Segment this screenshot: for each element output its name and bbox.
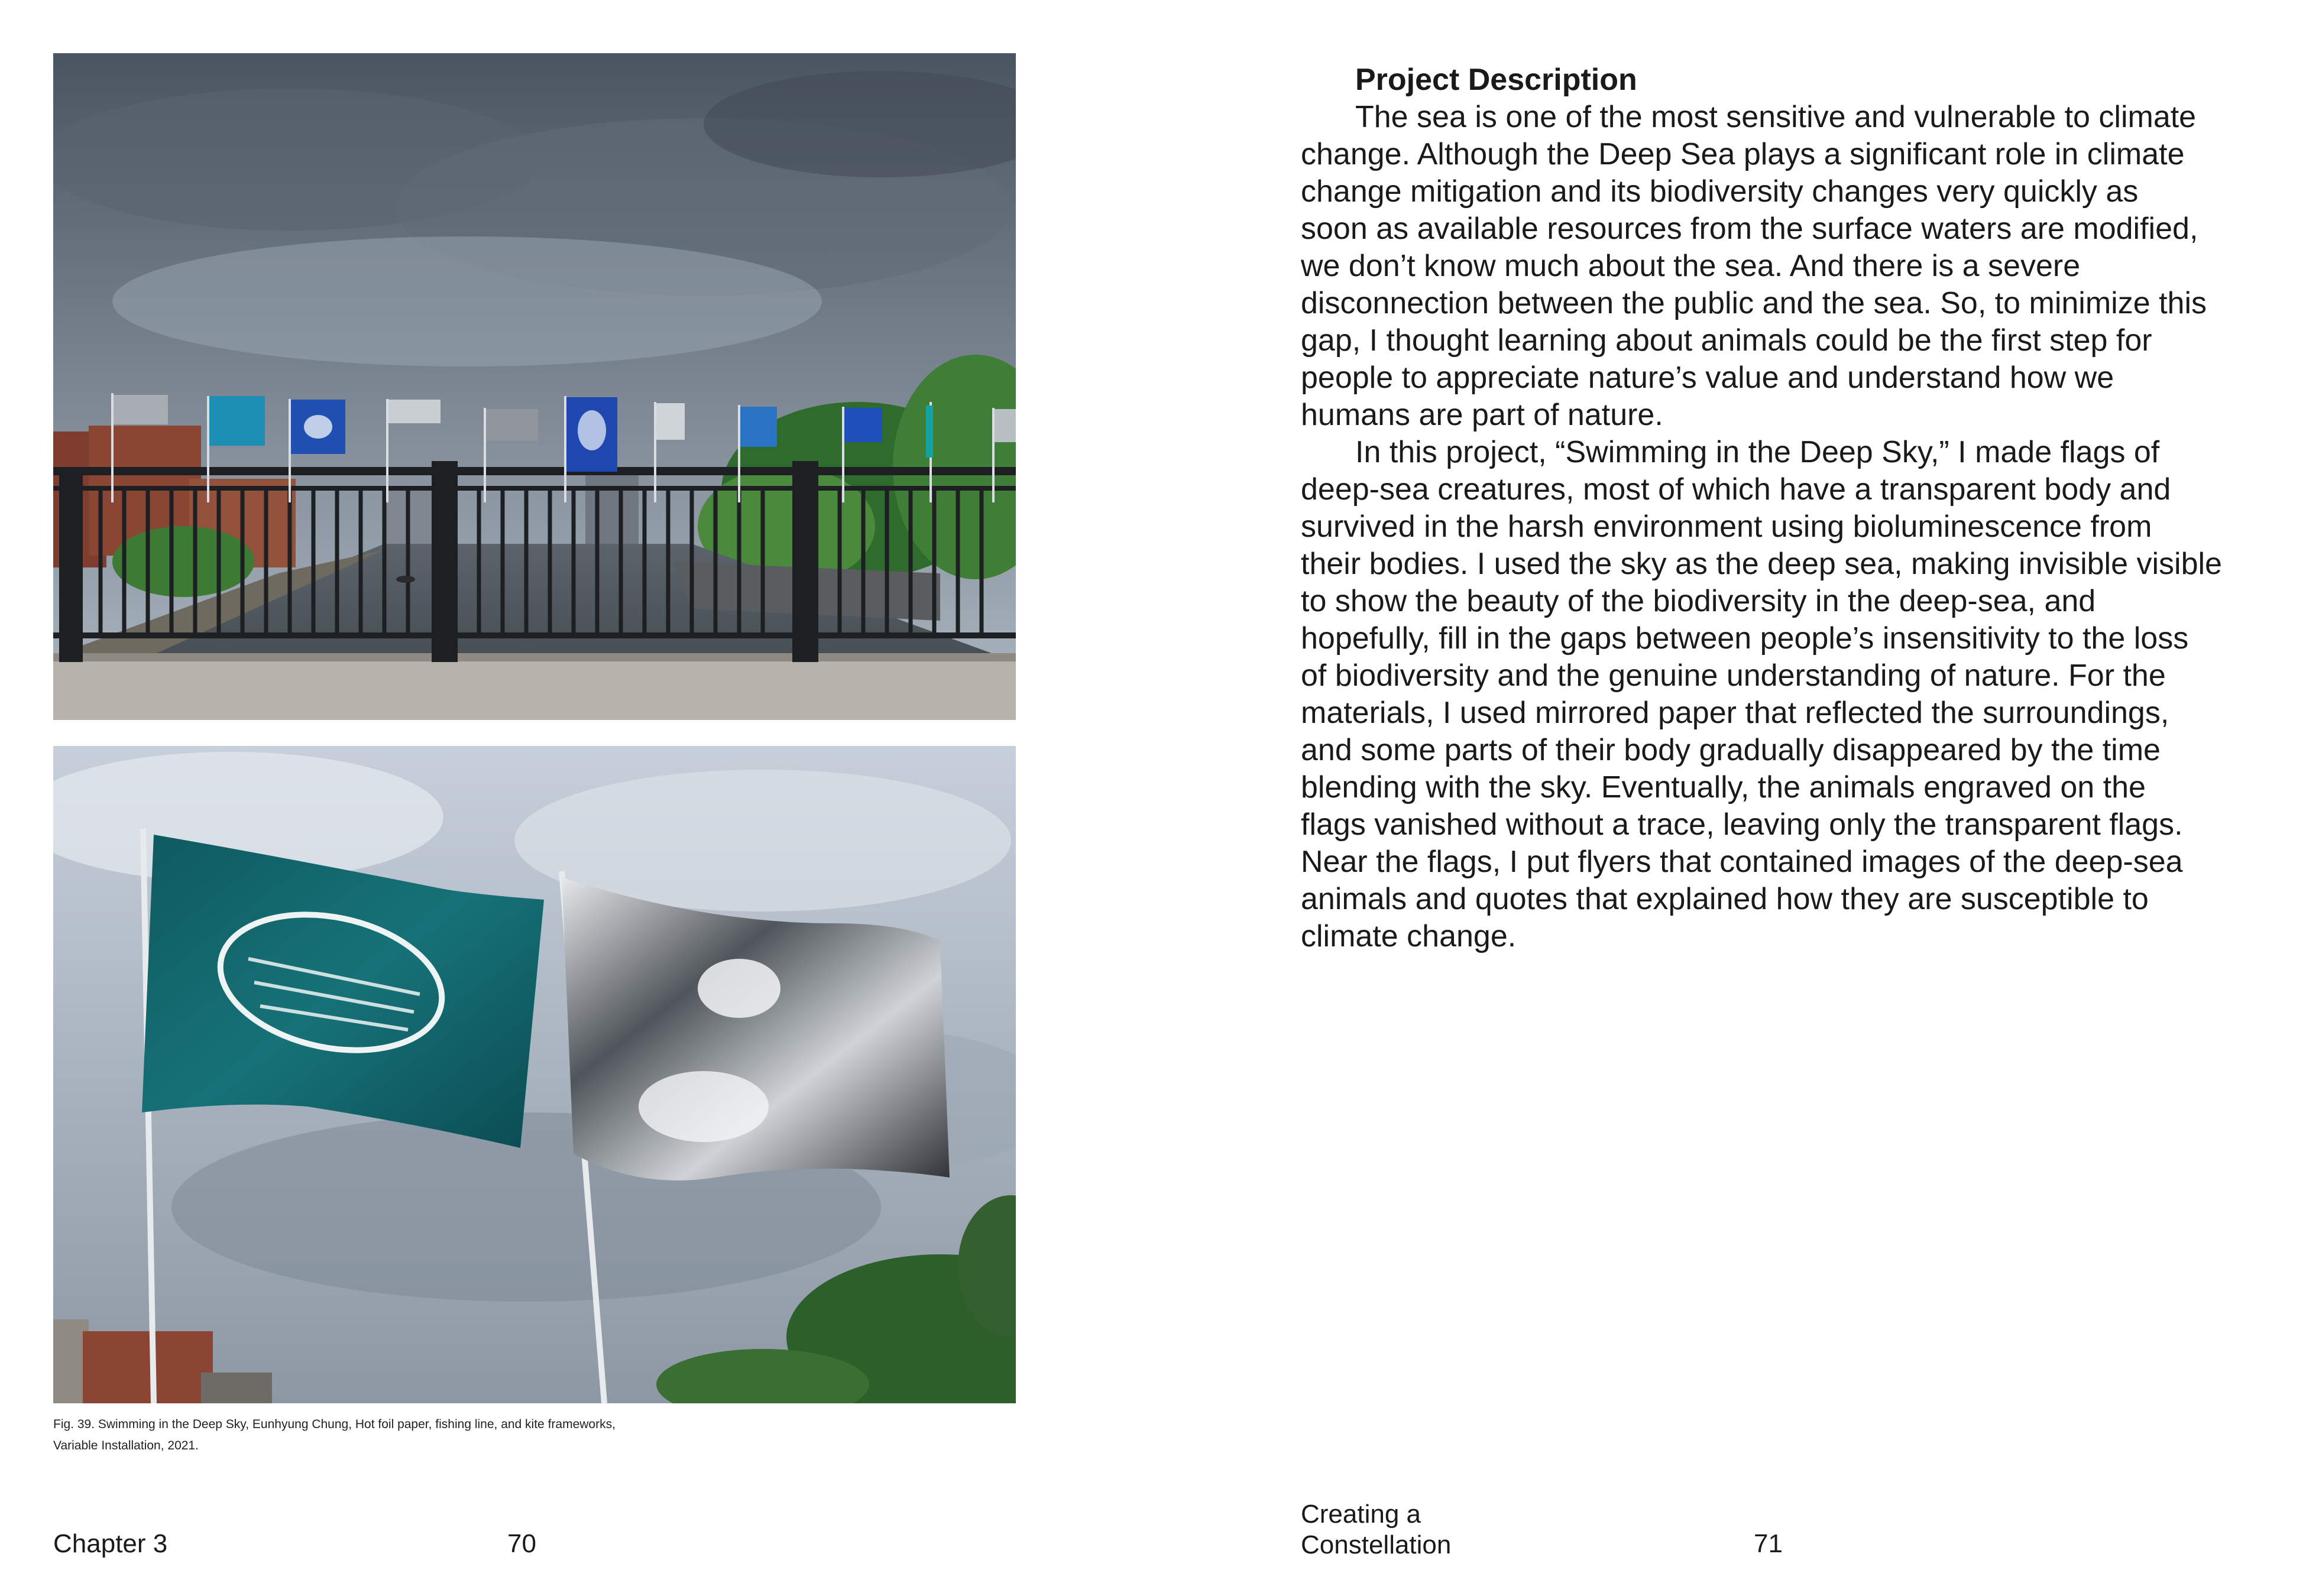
body-line: climate change. [1301, 919, 1517, 953]
body-line: disconnection between the public and the sea. So, to minimize this [1301, 286, 2207, 320]
body-line: of biodiversity and the genuine understanding of nature. For the [1301, 658, 2166, 693]
section-label [1301, 1499, 1451, 1561]
body-line: change mitigation and its biodiversity changes very quickly as [1301, 174, 2139, 209]
body-line: survived in the harsh environment using bioluminescence from [1301, 510, 2152, 544]
body-line: flags vanished without a trace, leaving only the transparent flags. [1301, 807, 2183, 842]
chapter-label: Chapter 3 [53, 1529, 168, 1558]
section-label-line: Creating a [1301, 1500, 1421, 1529]
caption-line: Fig. 39. Swimming in the Deep Sky, Eunhyung Chung, Hot foil paper, fishing line, and kite frameworks, [53, 1417, 616, 1431]
body-line: The sea is one of the most sensitive and vulnerable to climate [1355, 100, 2197, 134]
caption-line: Variable Installation, 2021. [53, 1439, 199, 1452]
project-description [1301, 61, 2271, 955]
body-line: change. Although the Deep Sea plays a significant role in climate [1301, 137, 2185, 171]
body-line: to show the beauty of the biodiversity in the deep-sea, and [1301, 584, 2096, 618]
body-line: and some parts of their body gradually disappeared by the time [1301, 733, 2161, 767]
page-number-left: 70 [507, 1529, 536, 1558]
photo-flags-on-railing [53, 53, 1016, 720]
body-line: hopefully, fill in the gaps between people’s insensitivity to the loss [1301, 621, 2189, 656]
section-heading: Project Description [1355, 63, 1637, 97]
body-line: animals and quotes that explained how they are susceptible to [1301, 882, 2149, 916]
body-line: people to appreciate nature’s value and understand how we [1301, 361, 2114, 395]
body-line: In this project, “Swimming in the Deep Sky,” I made flags of [1355, 435, 2160, 469]
body-line: their bodies. I used the sky as the deep sea, making invisible visible [1301, 547, 2222, 581]
body-line: materials, I used mirrored paper that reflected the surroundings, [1301, 696, 2169, 730]
page-number-right: 71 [1754, 1529, 1783, 1558]
body-line: Near the flags, I put flyers that contained images of the deep-sea [1301, 845, 2183, 879]
body-line: we don’t know much about the sea. And there is a severe [1301, 249, 2081, 283]
body-line: blending with the sky. Eventually, the animals engraved on the [1301, 770, 2146, 805]
figure-caption [53, 1414, 822, 1456]
photo-two-large-flags [53, 746, 1016, 1403]
body-line: gap, I thought learning about animals could be the first step for [1301, 323, 2152, 358]
section-label-line: Constellation [1301, 1530, 1452, 1559]
body-line: humans are part of nature. [1301, 398, 1663, 432]
body-line: soon as available resources from the surface waters are modified, [1301, 212, 2198, 246]
body-line: deep-sea creatures, most of which have a transparent body and [1301, 472, 2171, 507]
